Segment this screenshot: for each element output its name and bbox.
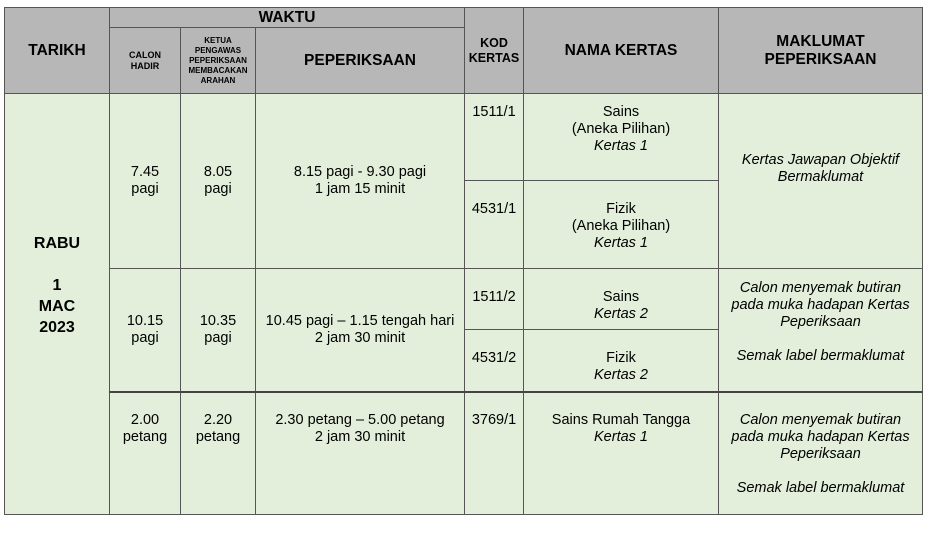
kod-kertas: 3769/1 — [465, 392, 524, 515]
calon-time-3: 2.00 petang — [110, 392, 181, 515]
nama-kertas: Sains (Aneka Pilihan) Kertas 1 — [524, 94, 719, 181]
kod-kertas: 4531/1 — [465, 181, 524, 269]
header-waktu: WAKTU — [110, 8, 465, 28]
nama-kertas: Fizik Kertas 2 — [524, 330, 719, 392]
exam-time-2: 10.45 pagi – 1.15 tengah hari 2 jam 30 minit — [256, 269, 465, 392]
date-year: 2023 — [39, 318, 75, 336]
date-month: MAC — [38, 297, 76, 315]
kod-kertas: 1511/1 — [465, 94, 524, 181]
kod-kertas: 1511/2 — [465, 269, 524, 330]
exam-schedule-table — [4, 7, 923, 515]
date-num: 1 — [52, 276, 62, 294]
header-calon-hadir: CALON HADIR — [110, 28, 181, 94]
date-day: RABU — [33, 234, 81, 252]
ketua-time-2: 10.35 pagi — [181, 269, 256, 392]
ketua-time-1: 8.05 pagi — [181, 94, 256, 269]
nama-kertas: Fizik (Aneka Pilihan) Kertas 1 — [524, 181, 719, 269]
nama-kertas: Sains Rumah Tangga Kertas 1 — [524, 392, 719, 515]
date-cell — [5, 94, 110, 515]
header-maklumat: MAKLUMAT PEPERIKSAAN — [719, 8, 923, 94]
calon-time-2: 10.15 pagi — [110, 269, 181, 392]
exam-time-1: 8.15 pagi - 9.30 pagi 1 jam 15 minit — [256, 94, 465, 269]
header-ketua-pengawas: KETUA PENGAWAS PEPERIKSAAN MEMBACAKAN ARAHAN — [181, 28, 256, 94]
maklumat-2: Calon menyemak butiran pada muka hadapan Kertas Peperiksaan Semak label bermaklumat — [719, 269, 923, 392]
calon-time-1: 7.45 pagi — [110, 94, 181, 269]
nama-kertas: Sains Kertas 2 — [524, 269, 719, 330]
header-kod-kertas: KOD KERTAS — [465, 8, 524, 94]
maklumat-1: Kertas Jawapan Objektif Bermaklumat — [719, 94, 923, 269]
maklumat-3: Calon menyemak butiran pada muka hadapan Kertas Peperiksaan Semak label bermaklumat — [719, 392, 923, 515]
header-peperiksaan: PEPERIKSAAN — [256, 28, 465, 94]
header-nama-kertas: NAMA KERTAS — [524, 8, 719, 94]
kod-kertas: 4531/2 — [465, 330, 524, 392]
ketua-time-3: 2.20 petang — [181, 392, 256, 515]
header-tarikh: TARIKH — [5, 8, 110, 94]
exam-time-3: 2.30 petang – 5.00 petang 2 jam 30 minit — [256, 392, 465, 515]
